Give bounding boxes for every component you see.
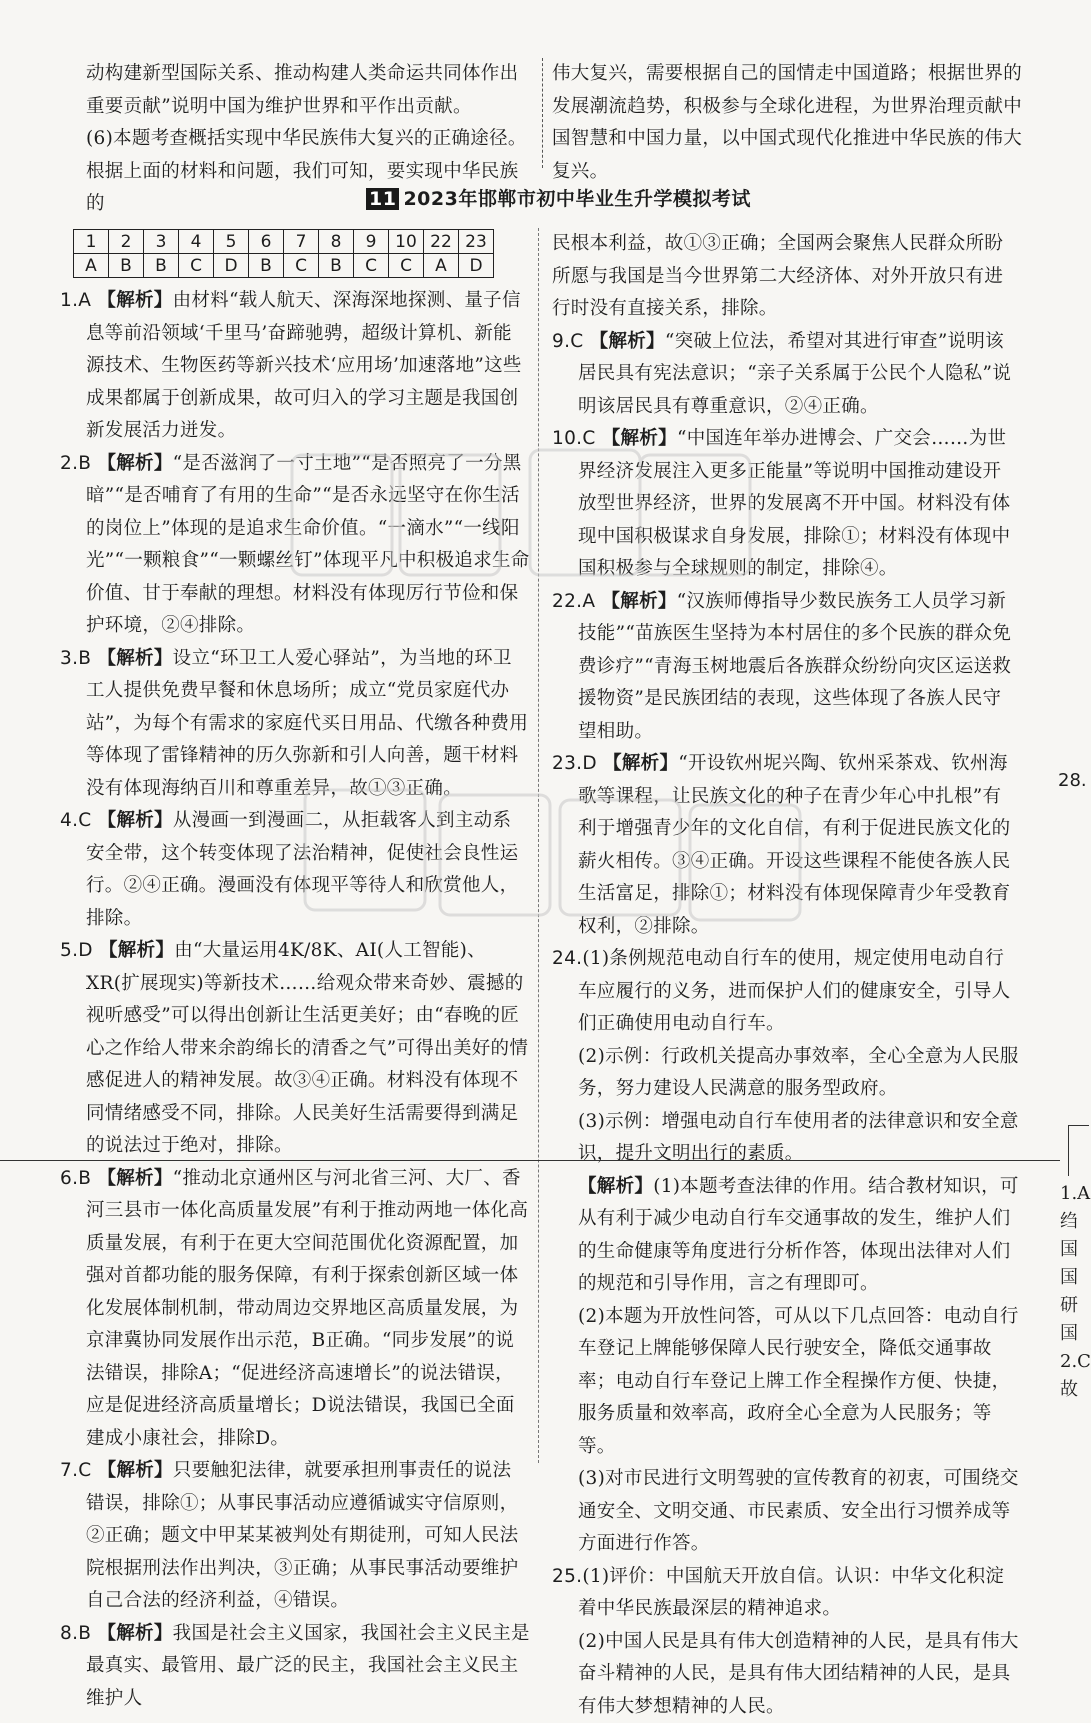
question-number-cell: 8 bbox=[319, 230, 354, 254]
answer-item: 7.C 【解析】只要触犯法律，就要承担刑事责任的说法错误，排除①；从事民事活动应遵循诚实守信原则，②正确；题文中甲某某被判处有期徒刑，可知人民法院根据刑法作出判决，③正确；从事民事活动要维护自己合法的经济利益，④错误。 bbox=[60, 1455, 530, 1618]
fold-line bbox=[0, 1160, 1060, 1161]
question-number-cell: 2 bbox=[109, 230, 144, 254]
top-left-para-2: (6)本题考查概括实现中华民族伟大复兴的正确途径。根据上面的材料和问题，我们可知，要实现中华民族的 bbox=[86, 123, 536, 221]
q25-part-2: (2)中国人民是具有伟大创造精神的人民，是具有伟大奋斗精神的人民，是具有伟大团结精神的人民，是具有伟大梦想精神的人民。 bbox=[552, 1626, 1020, 1723]
question-number-cell: 7 bbox=[284, 230, 319, 254]
question-number-cell: 22 bbox=[424, 230, 459, 254]
answer-item: 4.C 【解析】从漫画一到漫画二，从拒载客人到主动系安全带，这个转变体现了法治精神，促使社会良性运行。②④正确。漫画没有体现平等待人和欣赏他人，排除。 bbox=[60, 805, 530, 935]
answer-item: 6.B 【解析】“推动北京通州区与河北省三河、大厂、香河三县市一体化高质量发展”有利于推动两地一体化高质量发展，有利于在更大空间范围优化资源配置，加强对首都功能的服务保障，有利于探索创新区域一体化发展体制机制，带动周边交界地区高质量发展，为京津冀协同发展作出示范，B正确。“同步发展”的说法错误，排除A；“促进经济高速增长”的说法错误，应是促进经济高质量增长；D说法错误，我国已全面建成小康社会，排除D。 bbox=[60, 1163, 530, 1456]
answer-item: 10.C 【解析】“中国连年举办进博会、广交会……为世界经济发展注入更多正能量”等说明中国推动建设开放型世界经济，世界的发展离不开中国。材料没有体现中国积极谋求自身发展，排除①；材料没有体现中国积极参与全球规则的制定，排除④。 bbox=[552, 423, 1020, 586]
section-number-badge: 11 bbox=[366, 188, 399, 210]
answer-cell: B bbox=[319, 254, 354, 278]
answer-item: 5.D 【解析】由“大量运用4K/8K、AI(人工智能)、XR(扩展现实)等新技术……给观众带来奇妙、震撼的视听感受”可以得出创新让生活更美好；由“春晚的匠心之作给人带来余韵绵长的清香之气”可得出美好的情感促进人的精神发展。故③④正确。材料没有体现不同情绪感受不同，排除。人民美好生活需要得到满足的说法过于绝对，排除。 bbox=[60, 935, 530, 1163]
answer-table-answer-row bbox=[74, 254, 494, 278]
answer-item: 3.B 【解析】设立“环卫工人爱心驿站”，为当地的环卫工人提供免费早餐和休息场所；成立“党员家庭代办站”，为每个有需求的家庭代买日用品、代缴各种费用等体现了雷锋精神的历久弥新和引人向善，题干材料没有体现海纳百川和尊重差异，故①③正确。 bbox=[60, 643, 530, 806]
question-number-cell: 4 bbox=[179, 230, 214, 254]
top-right-para: 伟大复兴，需要根据自己的国情走中国道路；根据世界的发展潮流趋势，积极参与全球化进程，为世界治理贡献中国智慧和中国力量，以中国式现代化推进中华民族的伟大复兴。 bbox=[552, 58, 1022, 188]
answer-item-24: 24.(1)条例规范电动自行车的使用，规定使用电动自行车应履行的义务，进而保护人们的健康安全，引导人们正确使用电动自行车。 bbox=[552, 943, 1020, 1041]
right-column bbox=[552, 228, 1020, 1723]
answer-cell: B bbox=[109, 254, 144, 278]
top-left-para-1: 动构建新型国际关系、推动构建人类命运共同体作出重要贡献”说明中国为维护世界和平作出贡献。 bbox=[86, 58, 536, 123]
section-title bbox=[366, 184, 751, 211]
answer-cell: C bbox=[179, 254, 214, 278]
question-number-cell: 6 bbox=[249, 230, 284, 254]
question-number-cell: 23 bbox=[459, 230, 494, 254]
answer-cell: D bbox=[459, 254, 494, 278]
q24-part-3: (3)示例：增强电动自行车使用者的法律意识和安全意识，提升文明出行的素质。 bbox=[552, 1106, 1020, 1171]
question-number-cell: 1 bbox=[74, 230, 109, 254]
answer-item-continuation: 民根本利益，故①③正确；全国两会聚焦人民群众所盼所愿与我国是当今世界第二大经济体、对外开放只有进行时没有直接关系，排除。 bbox=[552, 228, 1020, 326]
answer-item: 1.A 【解析】由材料“载人航天、深海深地探测、量子信息等前沿领域‘千里马’奋蹄驰骋，超级计算机、新能源技术、生物医药等新兴技术‘应用场’加速落地”这些成果都属于创新成果，故可归入的学习主题是我国创新发展活力迸发。 bbox=[60, 285, 530, 448]
answer-cell: C bbox=[284, 254, 319, 278]
left-column bbox=[60, 285, 530, 1715]
answer-cell: B bbox=[249, 254, 284, 278]
answer-cell: C bbox=[389, 254, 424, 278]
answer-item: 9.C 【解析】“突破上位法，希望对其进行审查”说明该居民具有宪法意识；“亲子关系属于公民个人隐私”说明该居民具有尊重意识，②④正确。 bbox=[552, 326, 1020, 424]
q24-analysis-2: (2)本题为开放性问答，可从以下几点回答：电动自行车登记上牌能够保障人民行驶安全，降低交通事故率；电动自行车登记上牌工作全程操作方便、快捷，服务质量和效率高，政府全心全意为人民服务；等等。 bbox=[552, 1301, 1020, 1464]
answer-item: 8.B 【解析】我国是社会主义国家，我国社会主义民主是最真实、最管用、最广泛的民主，我国社会主义民主维护人 bbox=[60, 1618, 530, 1716]
section-title-text: 2023年邯郸市初中毕业生升学模拟考试 bbox=[403, 188, 750, 210]
q24-analysis-1: 【解析】(1)本题考查法律的作用。结合教材知识，可从有利于减少电动自行车交通事故的发生，维护人们的生命健康等角度进行分析作答，体现出法律对人们的规范和引导作用，言之有理即可。 bbox=[552, 1171, 1020, 1301]
answer-item: 2.B 【解析】“是否滋润了一寸土地”“是否照亮了一分黑暗”“是否哺育了有用的生命”“是否永远坚守在你生活的岗位上”体现的是追求生命价值。“一滴水”“一线阳光”“一颗粮食”“一颗螺丝钉”体现平凡中积极追求生命价值、甘于奉献的理想。材料没有体现厉行节俭和保护环境，②④排除。 bbox=[60, 448, 530, 643]
answer-table-question-row bbox=[74, 230, 494, 254]
question-number-cell: 10 bbox=[389, 230, 424, 254]
column-divider-top bbox=[542, 58, 544, 168]
answer-table bbox=[73, 229, 494, 278]
q24-part-2: (2)示例：行政机关提高办事效率，全心全意为人民服务，努力建设人民满意的服务型政府。 bbox=[552, 1041, 1020, 1106]
question-number-cell: 5 bbox=[214, 230, 249, 254]
answer-cell: B bbox=[144, 254, 179, 278]
answer-cell: C bbox=[354, 254, 389, 278]
question-number-cell: 9 bbox=[354, 230, 389, 254]
next-page-edge-label: 28. bbox=[1058, 770, 1087, 791]
answer-item: 22.A 【解析】“汉族师傅指导少数民族务工人员学习新技能”“苗族医生坚持为本村居住的多个民族的群众免费诊疗”“青海玉树地震后各族群众纷纷向灾区运送救援物资”是民族团结的表现，这些体现了各族人民守望相助。 bbox=[552, 586, 1020, 749]
column-divider-main bbox=[538, 228, 540, 1463]
answer-item-25: 25.(1)评价：中国航天开放自信。认识：中华文化积淀着中华民族最深层的精神追求。 bbox=[552, 1561, 1020, 1626]
top-right-continuation bbox=[552, 58, 1022, 188]
answer-cell: A bbox=[74, 254, 109, 278]
next-page-edge-box bbox=[1068, 1125, 1089, 1176]
q24-analysis-3: (3)对市民进行文明驾驶的宣传教育的初衷，可围绕交通安全、文明交通、市民素质、安全出行习惯养成等方面进行作答。 bbox=[552, 1463, 1020, 1561]
next-page-edge-text: 1.A 绉 国 国 研 国 2.C 故 bbox=[1060, 1180, 1090, 1404]
answer-cell: D bbox=[214, 254, 249, 278]
answer-cell: A bbox=[424, 254, 459, 278]
question-number-cell: 3 bbox=[144, 230, 179, 254]
answer-item: 23.D 【解析】“开设钦州坭兴陶、钦州采茶戏、钦州海歌等课程，让民族文化的种子在青少年心中扎根”有利于增强青少年的文化自信，有利于促进民族文化的薪火相传。③④正确。开设这些课程不能使各族人民生活富足，排除①；材料没有体现保障青少年受教育权利，②排除。 bbox=[552, 748, 1020, 943]
